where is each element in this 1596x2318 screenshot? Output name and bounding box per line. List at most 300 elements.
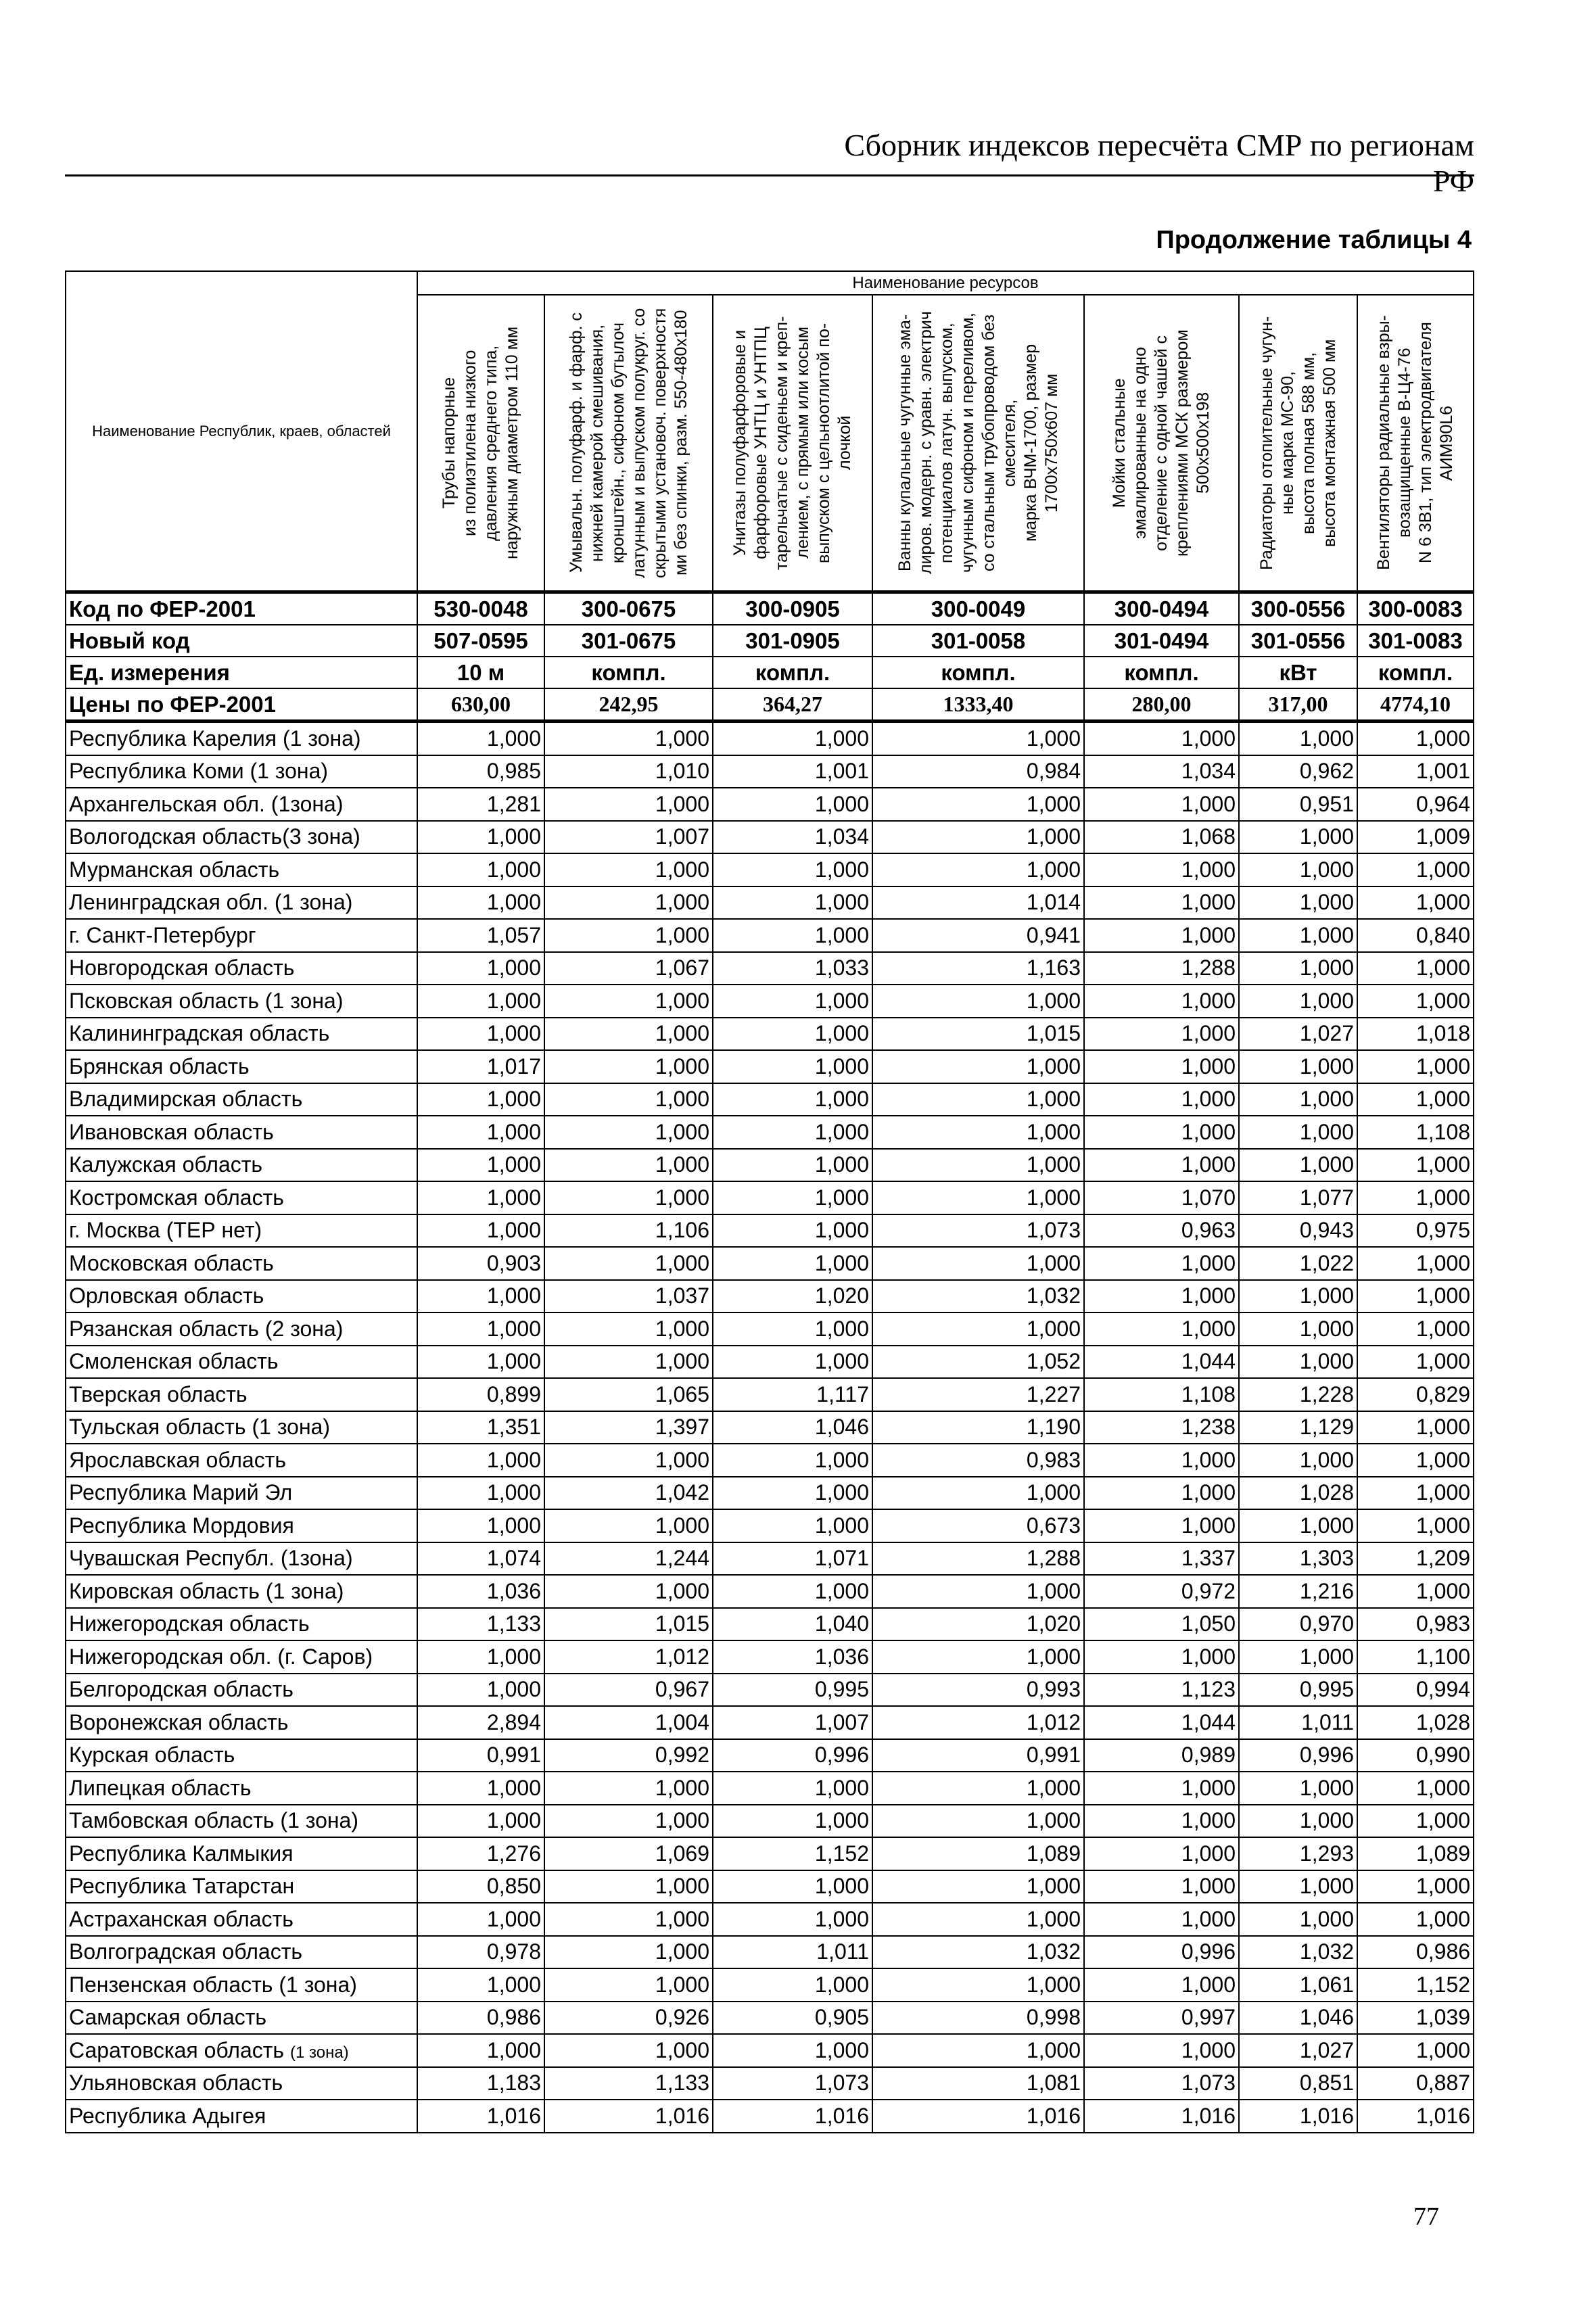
meta-cell: 301-0083 <box>1357 625 1474 657</box>
table-row <box>66 1640 1474 1674</box>
region-cell <box>66 1936 417 1969</box>
index-value-cell: 1,004 <box>544 1706 713 1739</box>
index-value-cell: 1,073 <box>1084 2067 1239 2100</box>
index-value-cell: 1,000 <box>713 1181 872 1214</box>
region-cell <box>66 1870 417 1903</box>
meta-cell: компл. <box>713 657 872 688</box>
meta-cell: 10 м <box>417 657 544 688</box>
index-value-cell: 1,000 <box>713 886 872 920</box>
index-value-cell: 1,000 <box>417 1903 544 1936</box>
region-name: Республика Карелия (1 зона) <box>69 726 361 751</box>
index-value-cell: 1,000 <box>1084 1083 1239 1116</box>
region-name: Республика Мордовия <box>69 1513 294 1538</box>
index-value-cell: 1,018 <box>1357 1018 1474 1051</box>
resource-column-header <box>872 295 1084 592</box>
index-value-cell: 1,000 <box>417 1280 544 1313</box>
meta-cell: 300-0556 <box>1239 592 1357 625</box>
region-cell <box>66 2100 417 2133</box>
region-name: Тамбовская область (1 зона) <box>69 1808 358 1833</box>
index-value-cell: 1,000 <box>1357 1280 1474 1313</box>
region-name: Республика Татарстан <box>69 1874 295 1899</box>
index-value-cell: 1,000 <box>872 1903 1084 1936</box>
index-value-cell: 1,036 <box>713 1640 872 1674</box>
index-value-cell: 1,000 <box>544 1870 713 1903</box>
table-row <box>66 1116 1474 1149</box>
index-value-cell: 1,000 <box>1084 1312 1239 1346</box>
index-value-cell: 1,000 <box>417 1444 544 1477</box>
index-value-cell: 1,001 <box>713 755 872 788</box>
index-value-cell: 1,000 <box>872 1772 1084 1805</box>
index-value-cell: 1,000 <box>544 1116 713 1149</box>
index-value-cell: 1,000 <box>1084 788 1239 821</box>
region-name-header: Наименование Республик, краев, областей <box>66 271 417 592</box>
index-value-cell: 1,000 <box>1084 919 1239 952</box>
index-value-cell: 1,000 <box>544 1805 713 1838</box>
index-value-cell: 1,000 <box>544 853 713 886</box>
region-cell <box>66 853 417 886</box>
resource-description-line: Мойки стальные <box>1110 378 1129 508</box>
index-value-cell: 1,000 <box>1357 886 1474 920</box>
region-cell <box>66 1575 417 1608</box>
index-value-cell: 1,015 <box>544 1608 713 1641</box>
index-value-cell: 0,967 <box>544 1674 713 1707</box>
index-value-cell: 1,000 <box>1239 1050 1357 1083</box>
index-value-cell: 1,000 <box>1239 1083 1357 1116</box>
region-name: г. Москва (ТЕР нет) <box>69 1218 262 1243</box>
index-value-cell: 1,000 <box>1084 1968 1239 2002</box>
table-row <box>66 1247 1474 1280</box>
index-value-cell: 1,000 <box>1239 1149 1357 1182</box>
table-row <box>66 952 1474 985</box>
meta-row <box>66 657 1474 688</box>
region-cell <box>66 1018 417 1051</box>
index-value-cell: 1,351 <box>417 1411 544 1444</box>
table-row <box>66 2002 1474 2035</box>
table-row <box>66 1772 1474 1805</box>
index-value-cell: 1,000 <box>417 722 544 755</box>
index-value-cell: 1,034 <box>1084 755 1239 788</box>
region-cell <box>66 1542 417 1576</box>
resource-description-line: 1700х750х607 мм <box>1041 373 1061 513</box>
index-value-cell: 0,989 <box>1084 1739 1239 1772</box>
index-value-cell: 1,046 <box>1239 2002 1357 2035</box>
index-value-cell: 1,000 <box>1239 1444 1357 1477</box>
resource-description-line: лиров. модерн. с уравн. электрич <box>916 311 935 575</box>
index-value-cell: 0,970 <box>1239 1608 1357 1641</box>
index-value-cell: 1,046 <box>713 1411 872 1444</box>
index-value-cell: 1,000 <box>417 886 544 920</box>
index-value-cell: 0,926 <box>544 2002 713 2035</box>
index-value-cell: 1,000 <box>417 1018 544 1051</box>
region-cell <box>66 722 417 755</box>
index-value-cell: 0,983 <box>872 1444 1084 1477</box>
table-row <box>66 1050 1474 1083</box>
table-row <box>66 722 1474 755</box>
region-cell <box>66 1903 417 1936</box>
table-row <box>66 1280 1474 1313</box>
table-row <box>66 1674 1474 1707</box>
index-value-cell: 1,000 <box>417 1805 544 1838</box>
index-value-cell: 1,009 <box>1357 821 1474 854</box>
region-name: Костромская область <box>69 1185 284 1210</box>
index-value-cell: 1,000 <box>544 1050 713 1083</box>
index-value-cell: 1,000 <box>1357 722 1474 755</box>
index-value-cell: 1,000 <box>1357 1346 1474 1379</box>
region-name: Вологодская область(3 зона) <box>69 824 360 849</box>
index-value-cell: 1,000 <box>1239 985 1357 1018</box>
table-row <box>66 1214 1474 1248</box>
resource-description-line: Умывальн. полуфарф. и фарф. с <box>566 312 586 573</box>
index-value-cell: 1,000 <box>1357 853 1474 886</box>
meta-cell: 300-0494 <box>1084 592 1239 625</box>
index-value-cell: 1,010 <box>544 755 713 788</box>
index-value-cell: 1,016 <box>1084 2100 1239 2133</box>
index-value-cell: 1,000 <box>1239 919 1357 952</box>
index-value-cell: 1,000 <box>544 788 713 821</box>
index-value-cell: 1,000 <box>872 788 1084 821</box>
index-value-cell: 1,000 <box>1357 1411 1474 1444</box>
region-name: Чувашская Республ. (1зона) <box>69 1546 353 1571</box>
index-value-cell: 1,057 <box>417 919 544 952</box>
index-value-cell: 1,037 <box>544 1280 713 1313</box>
index-value-cell: 0,991 <box>417 1739 544 1772</box>
index-value-cell: 1,069 <box>544 1837 713 1870</box>
table-row <box>66 1018 1474 1051</box>
index-value-cell: 0,994 <box>1357 1674 1474 1707</box>
index-value-cell: 1,040 <box>713 1608 872 1641</box>
index-value-cell: 1,028 <box>1357 1706 1474 1739</box>
meta-cell: 242,95 <box>544 688 713 722</box>
index-value-cell: 1,000 <box>1239 886 1357 920</box>
region-cell <box>66 1083 417 1116</box>
index-value-cell: 1,000 <box>1084 1477 1239 1510</box>
index-value-cell: 1,000 <box>1084 2034 1239 2067</box>
resource-description-line: наружным диаметром 110 мм <box>502 326 521 560</box>
index-value-cell: 1,216 <box>1239 1575 1357 1608</box>
table-row <box>66 821 1474 854</box>
resource-description-line: давления среднего типа, <box>482 345 500 541</box>
index-value-cell: 1,073 <box>872 1214 1084 1248</box>
region-name: Астраханская область <box>69 1906 294 1931</box>
region-cell <box>66 1050 417 1083</box>
region-cell <box>66 952 417 985</box>
index-value-cell: 1,288 <box>872 1542 1084 1576</box>
index-value-cell: 1,000 <box>417 1477 544 1510</box>
region-cell <box>66 2034 417 2067</box>
index-value-cell: 1,000 <box>872 1116 1084 1149</box>
meta-row <box>66 592 1474 625</box>
index-value-cell: 1,000 <box>1239 821 1357 854</box>
region-name: Воронежская область <box>69 1709 289 1734</box>
table-row <box>66 1477 1474 1510</box>
index-value-cell: 1,238 <box>1084 1411 1239 1444</box>
table-row <box>66 1575 1474 1608</box>
resource-description-line: Ванны купальные чугунные эма- <box>895 314 914 572</box>
region-name: Пензенская область (1 зона) <box>69 1972 357 1997</box>
region-name: Новгородская область <box>69 955 295 980</box>
resource-description <box>1109 298 1214 588</box>
table-row <box>66 1936 1474 1969</box>
index-value-cell: 1,133 <box>544 2067 713 2100</box>
index-value-cell: 1,000 <box>1357 1181 1474 1214</box>
index-value-cell: 1,000 <box>1239 1870 1357 1903</box>
region-cell <box>66 985 417 1018</box>
resource-description-line: латунным и выпуском полукруг. со <box>629 308 649 578</box>
index-value-cell: 1,000 <box>1239 1509 1357 1542</box>
resource-description <box>566 298 692 588</box>
resource-description <box>439 298 523 588</box>
index-value-cell: 1,034 <box>713 821 872 854</box>
resource-description-line: ми без спинки, разм. 550-480х180 <box>671 310 690 576</box>
table-row <box>66 1805 1474 1838</box>
index-value-cell: 0,975 <box>1357 1214 1474 1248</box>
index-value-cell: 1,000 <box>1084 1903 1239 1936</box>
index-value-cell: 1,000 <box>872 1083 1084 1116</box>
index-value-cell: 1,039 <box>1357 2002 1474 2035</box>
region-cell <box>66 919 417 952</box>
region-name: Орловская область <box>69 1283 264 1308</box>
region-name: Курская область <box>69 1743 235 1768</box>
table-row <box>66 1542 1474 1576</box>
resource-description <box>730 298 855 588</box>
index-value-cell: 0,972 <box>1084 1575 1239 1608</box>
table-row <box>66 1706 1474 1739</box>
meta-row-label: Код по ФЕР-2001 <box>66 592 417 625</box>
index-value-cell: 1,000 <box>544 1575 713 1608</box>
resource-description-line: N 6 3В1, тип электродвигателя <box>1416 322 1436 564</box>
region-name: Московская область <box>69 1250 274 1275</box>
region-name: Ярославская область <box>69 1447 287 1472</box>
region-cell <box>66 1739 417 1772</box>
index-value-cell: 1,000 <box>713 985 872 1018</box>
index-value-cell: 1,011 <box>1239 1706 1357 1739</box>
meta-cell: 4774,10 <box>1357 688 1474 722</box>
index-value-cell: 1,000 <box>872 1247 1084 1280</box>
index-value-cell: 1,032 <box>1239 1936 1357 1969</box>
region-zone-note: (1 зона) <box>289 2043 349 2062</box>
index-value-cell: 1,303 <box>1239 1542 1357 1576</box>
index-value-cell: 1,123 <box>1084 1674 1239 1707</box>
index-value-cell: 1,000 <box>713 1772 872 1805</box>
index-value-cell: 1,050 <box>1084 1608 1239 1641</box>
page-number: 77 <box>1413 2202 1439 2231</box>
index-value-cell: 1,190 <box>872 1411 1084 1444</box>
index-value-cell: 1,000 <box>417 2034 544 2067</box>
index-value-cell: 1,227 <box>872 1378 1084 1411</box>
region-cell <box>66 1214 417 1248</box>
meta-cell: 300-0049 <box>872 592 1084 625</box>
meta-row <box>66 625 1474 657</box>
index-value-cell: 1,033 <box>713 952 872 985</box>
index-value-cell: 1,000 <box>713 1968 872 2002</box>
resource-description-line: возащищенные В-Ц4-76 <box>1395 348 1415 538</box>
index-value-cell: 1,000 <box>1239 722 1357 755</box>
index-value-cell: 1,000 <box>1357 1772 1474 1805</box>
index-value-cell: 1,000 <box>544 919 713 952</box>
meta-cell: 530-0048 <box>417 592 544 625</box>
index-value-cell: 1,000 <box>417 1509 544 1542</box>
resource-description-line: потенциалов латун. выпуском, <box>937 323 956 563</box>
index-value-cell: 1,065 <box>544 1378 713 1411</box>
index-value-cell: 0,990 <box>1357 1739 1474 1772</box>
index-value-cell: 1,000 <box>1357 1444 1474 1477</box>
resource-description-line: креплениями МСК размером <box>1173 329 1192 557</box>
index-value-cell: 1,000 <box>417 1214 544 1248</box>
index-value-cell: 1,000 <box>1239 1280 1357 1313</box>
index-value-cell: 1,000 <box>872 1968 1084 2002</box>
resource-description-line: эмалированные на одно <box>1131 347 1150 539</box>
meta-cell: 300-0083 <box>1357 592 1474 625</box>
region-name: Рязанская область (2 зона) <box>69 1316 344 1341</box>
index-value-cell: 1,016 <box>417 2100 544 2133</box>
index-value-cell: 1,000 <box>713 1214 872 1248</box>
index-value-cell: 1,014 <box>872 886 1084 920</box>
table-row <box>66 1903 1474 1936</box>
region-name: Республика Коми (1 зона) <box>69 759 329 784</box>
index-value-cell: 1,293 <box>1239 1837 1357 1870</box>
meta-row <box>66 688 1474 722</box>
meta-cell: 507-0595 <box>417 625 544 657</box>
index-value-cell: 0,964 <box>1357 788 1474 821</box>
resource-description-line: скрытыми установоч. поверхностя <box>650 308 670 578</box>
index-value-cell: 1,000 <box>1084 722 1239 755</box>
resource-description-line: АИМ90L6 <box>1437 405 1457 481</box>
region-cell <box>66 1116 417 1149</box>
region-name: Калужская область <box>69 1152 263 1177</box>
resource-column-header <box>417 295 544 592</box>
index-value-cell: 1,000 <box>713 1805 872 1838</box>
index-value-cell: 1,000 <box>872 1805 1084 1838</box>
index-value-cell: 1,000 <box>872 1312 1084 1346</box>
region-cell <box>66 886 417 920</box>
index-value-cell: 1,000 <box>1357 985 1474 1018</box>
region-cell <box>66 1280 417 1313</box>
index-value-cell: 1,000 <box>1084 1805 1239 1838</box>
region-name: Республика Марий Эл <box>69 1480 293 1505</box>
index-value-cell: 1,022 <box>1239 1247 1357 1280</box>
index-value-cell: 1,000 <box>713 919 872 952</box>
index-value-cell: 1,000 <box>872 2034 1084 2067</box>
index-value-cell: 1,000 <box>872 722 1084 755</box>
index-value-cell: 1,000 <box>544 1509 713 1542</box>
index-value-cell: 1,000 <box>713 1477 872 1510</box>
index-value-cell: 1,000 <box>1084 1837 1239 1870</box>
region-name: Ульяновская область <box>69 2071 283 2096</box>
index-value-cell: 1,016 <box>1239 2100 1357 2133</box>
region-cell <box>66 1968 417 2002</box>
index-value-cell: 1,036 <box>417 1575 544 1608</box>
index-value-cell: 1,000 <box>1084 1149 1239 1182</box>
index-value-cell: 1,067 <box>544 952 713 985</box>
index-value-cell: 1,000 <box>713 1018 872 1051</box>
index-value-cell: 1,000 <box>417 1181 544 1214</box>
index-value-cell: 1,000 <box>713 1116 872 1149</box>
index-value-cell: 1,052 <box>872 1346 1084 1379</box>
index-value-cell: 0,851 <box>1239 2067 1357 2100</box>
table-row <box>66 1149 1474 1182</box>
index-value-cell: 1,000 <box>1239 1903 1357 1936</box>
index-value-cell: 0,962 <box>1239 755 1357 788</box>
region-cell <box>66 1706 417 1739</box>
index-value-cell: 1,000 <box>544 1018 713 1051</box>
region-name: Ивановская область <box>69 1119 274 1144</box>
resource-description-line: Трубы напорные <box>440 377 459 509</box>
table-row <box>66 919 1474 952</box>
index-value-cell: 1,011 <box>713 1936 872 1969</box>
index-value-cell: 1,074 <box>417 1542 544 1576</box>
table-row <box>66 1083 1474 1116</box>
table-row <box>66 2100 1474 2133</box>
resource-description-line: из полиэтилена низкого <box>461 350 479 536</box>
meta-cell: 301-0905 <box>713 625 872 657</box>
index-value-cell: 0,978 <box>417 1936 544 1969</box>
index-value-cell: 1,000 <box>1239 1116 1357 1149</box>
index-value-cell: 1,152 <box>1357 1968 1474 2002</box>
index-value-cell: 0,992 <box>544 1739 713 1772</box>
index-value-cell: 0,943 <box>1239 1214 1357 1248</box>
region-cell <box>66 1805 417 1838</box>
index-value-cell: 1,000 <box>1357 1050 1474 1083</box>
region-cell <box>66 1477 417 1510</box>
index-value-cell: 1,244 <box>544 1542 713 1576</box>
index-value-cell: 1,000 <box>1239 1312 1357 1346</box>
region-name: Липецкая область <box>69 1775 252 1800</box>
resource-description-line: ные марка МС-90, <box>1277 371 1297 515</box>
region-cell <box>66 821 417 854</box>
region-cell <box>66 1772 417 1805</box>
resource-description-line: 500х500х198 <box>1194 392 1213 494</box>
region-name: Республика Адыгея <box>69 2103 266 2128</box>
meta-row-label: Новый код <box>66 625 417 657</box>
index-value-cell: 1,073 <box>713 2067 872 2100</box>
index-value-cell: 0,985 <box>417 755 544 788</box>
table-row <box>66 2034 1474 2067</box>
resource-description-line: тарельчатые с сиденьем и креп- <box>772 316 791 570</box>
region-name: г. Санкт-Петербург <box>69 922 256 947</box>
index-value-cell: 1,071 <box>713 1542 872 1576</box>
index-value-cell: 1,163 <box>872 952 1084 985</box>
region-name: Ленинградская обл. (1 зона) <box>69 890 353 915</box>
index-value-cell: 1,000 <box>872 821 1084 854</box>
index-value-cell: 1,000 <box>544 1936 713 1969</box>
index-value-cell: 1,000 <box>417 985 544 1018</box>
index-value-cell: 0,996 <box>1239 1739 1357 1772</box>
index-value-cell: 1,000 <box>544 886 713 920</box>
index-value-cell: 1,089 <box>1357 1837 1474 1870</box>
region-cell <box>66 1312 417 1346</box>
region-name: Нижегородская обл. (г. Саров) <box>69 1644 373 1669</box>
index-value-cell: 1,000 <box>872 1870 1084 1903</box>
index-value-cell: 1,000 <box>713 853 872 886</box>
table-continuation-title: Продолжение таблицы 4 <box>1156 226 1472 254</box>
resource-description-line: лочкой <box>835 415 854 471</box>
index-value-cell: 1,183 <box>417 2067 544 2100</box>
table-row <box>66 1608 1474 1641</box>
region-name: Волгоградская область <box>69 1939 303 1964</box>
resource-description-line: выпуском с цельноотлитой по- <box>814 323 833 563</box>
table-row <box>66 1509 1474 1542</box>
index-value-cell: 1,012 <box>544 1640 713 1674</box>
table-row <box>66 853 1474 886</box>
index-value-cell: 1,000 <box>417 952 544 985</box>
resource-column-header <box>544 295 713 592</box>
resource-description-line: отделение с одной чашей с <box>1152 335 1171 551</box>
index-value-cell: 1,000 <box>872 1477 1084 1510</box>
index-value-cell: 1,000 <box>713 1509 872 1542</box>
index-value-cell: 1,000 <box>1239 952 1357 985</box>
meta-cell: 300-0675 <box>544 592 713 625</box>
index-value-cell: 0,986 <box>417 2002 544 2035</box>
